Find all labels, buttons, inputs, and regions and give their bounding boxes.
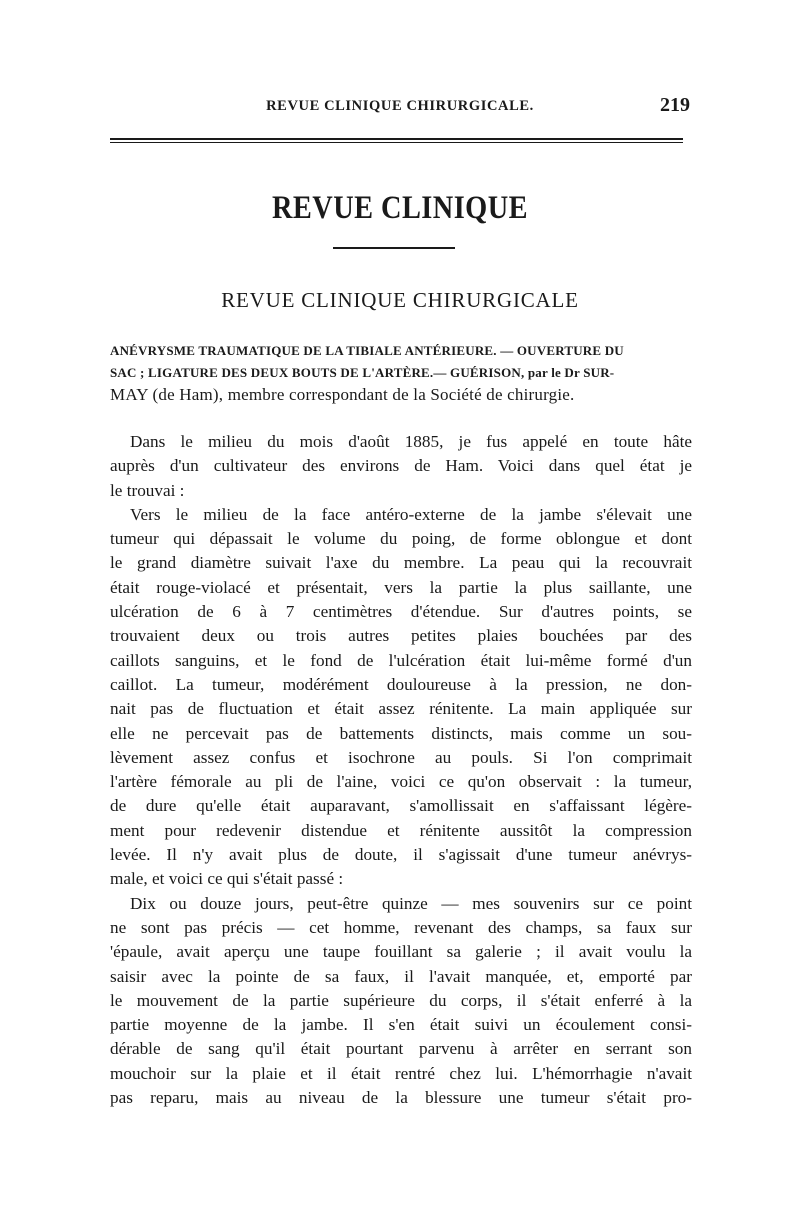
text-line: nait pas de fluctuation et était assez rénitente. La main appliquée sur [110,699,692,719]
text-line: tumeur qui dépassait le volume du poing, de forme oblongue et dont [110,529,692,549]
text-line: Dans le milieu du mois d'août 1885, je fus appelé en toute hâte [130,432,692,451]
text-line: levée. Il n'y avait plus de doute, il s'agissait d'une tumeur anévrys- [110,845,692,865]
section-title: REVUE CLINIQUE [272,190,528,226]
text-line: l'artère fémorale au pli de l'aine, voici ce qu'on observait : la tumeur, [110,772,692,792]
text-line: était rouge-violacé et présentait, vers la partie la plus saillante, une [110,577,692,597]
page-number: 219 [660,94,690,116]
text-line: le mouvement de la partie supérieure du corps, il s'était enferré à la [110,990,692,1010]
text-line: ne sont pas précis — cet homme, revenant des champs, sa faux sur [110,917,692,937]
text-line: elle ne percevait pas de battements distincts, mais comme un sou- [110,723,692,743]
text-line: pas reparu, mais au niveau de la blessure une tumeur s'était pro- [110,1088,692,1108]
title-rule [333,247,455,249]
text-line: Vers le milieu de la face antéro-externe de la jambe s'élevait une [130,504,692,524]
running-head [110,94,690,118]
text-line: male, et voici ce qui s'était passé : [110,869,344,889]
article-heading-line: SAC ; LIGATURE DES DEUX BOUTS DE L'ARTÈRE.— GUÉRISON, par le Dr SUR- [110,365,615,380]
text-line: ment pour redevenir distendue et rénitente aussitôt la compression [110,820,692,840]
text-line: Dix ou douze jours, peut-être quinze — mes souvenirs sur ce point [130,893,692,913]
section-subtitle: REVUE CLINIQUE CHIRURGICALE [221,288,579,312]
text-line: mouchoir sur la plaie et il était rentré chez lui. L'hémorrhagie n'avait [110,1063,692,1083]
text-line: lèvement assez confus et isochrone au pouls. Si l'on comprimait [110,747,692,767]
text-line: saisir avec la pointe de sa faux, il l'avait manquée, et, emporté par [110,966,692,986]
text-line: caillot. La tumeur, modérément douloureuse à la pression, ne don- [110,674,692,694]
text-line: 'épaule, avait aperçu une taupe fouillant sa galerie ; il avait voulu la [110,942,692,962]
text-line: ulcération de 6 à 7 centimètres d'étendue. Sur d'autres points, se [110,602,692,622]
text-line: le grand diamètre suivait l'axe du membre. La peau qui la recouvrait [110,553,692,573]
running-title: REVUE CLINIQUE CHIRURGICALE. [266,98,534,114]
article-heading [110,340,690,406]
text-line: de dure qu'elle était auparavant, s'amollissait en s'affaissant légère- [110,796,692,816]
text-line: dérable de sang qu'il était pourtant parvenu à arrêter en serrant son [110,1039,692,1059]
article-body [110,430,692,1110]
header-rule [110,138,683,143]
text-line: trouvaient deux ou trois autres petites plaies bouchées par des [110,626,692,646]
text-line: auprès d'un cultivateur des environs de Ham. Voici dans quel état je [110,456,692,476]
text-line: partie moyenne de la jambe. Il s'en était suivi un écoulement consi- [110,1015,692,1035]
text-line: le trouvai : [110,480,185,500]
text-line: caillots sanguins, et le fond de l'ulcération était lui-même formé d'un [110,650,692,670]
article-heading-line: MAY (de Ham), membre correspondant de la Société de chirurgie. [110,385,575,404]
article-heading-line: ANÉVRYSME TRAUMATIQUE DE LA TIBIALE ANTÉRIEURE. — OUVERTURE DU [110,343,624,358]
